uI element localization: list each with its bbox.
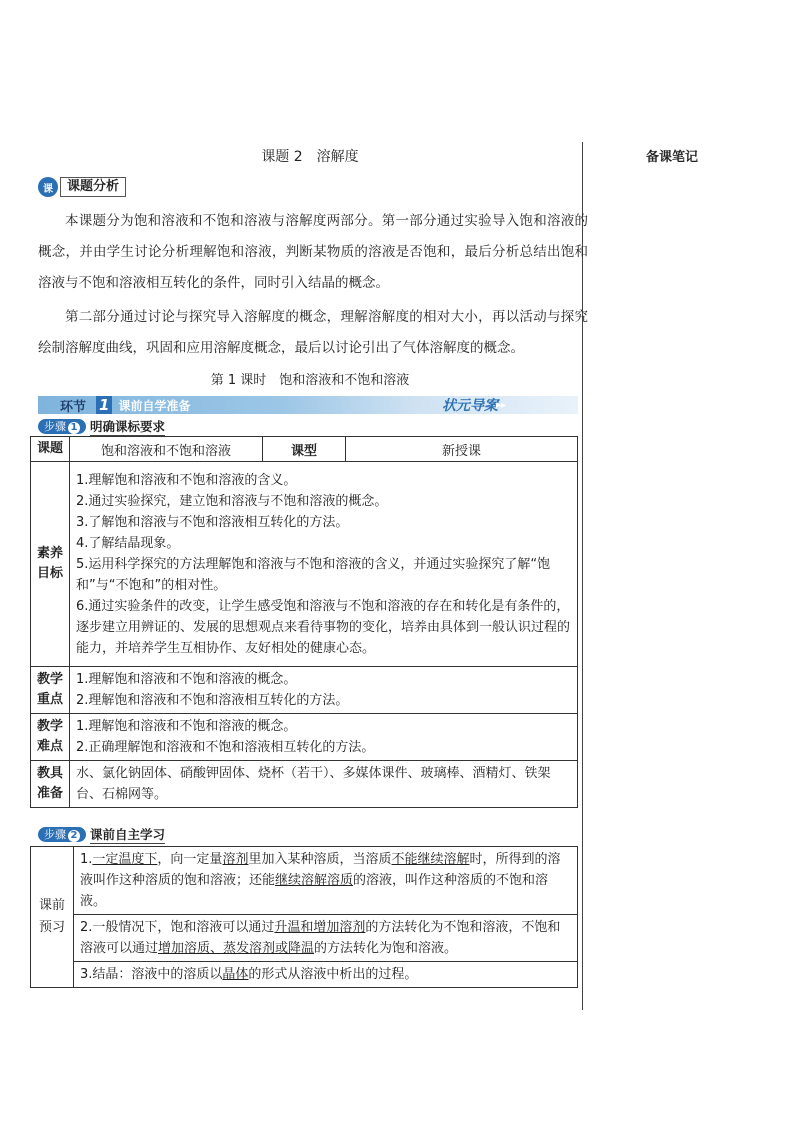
goal-item: 4.了解结晶现象。	[76, 535, 180, 551]
paragraph-1: 本课题分为饱和溶液和不饱和溶液与溶解度两部分。第一部分通过实验导入饱和溶液的概念，并由学生讨论分析理解饱和溶液，判断某物质的溶液是否饱和，最后分析总结出饱和溶液与不饱和溶液相互转化的条件，同时引入结晶的概念。	[38, 213, 588, 291]
lesson-icon: 课	[38, 177, 58, 197]
page-title: 课题 2 溶解度	[261, 149, 359, 165]
step-pill: 步骤 2	[38, 827, 86, 842]
preview-item-1: 1.一定温度下，向一定量溶剂里加入某种溶质，当溶质不能继续溶解时，所得到的溶液叫作这种溶质的饱和溶液；还能继续溶解溶质的溶液，叫作这种溶质的不饱和溶液。	[74, 847, 578, 915]
goal-item: 5.运用科学探究的方法理解饱和溶液与不饱和溶液的含义，并通过实验探究了解“饱和”与“不饱和”的相对性。	[76, 556, 551, 593]
difficulties-label: 教学难点	[31, 714, 70, 761]
section-tag	[38, 177, 126, 197]
stage-banner	[38, 396, 578, 414]
difficulties-cell	[70, 714, 578, 761]
preview-label: 课前预习	[31, 847, 74, 988]
step-label: 明确课标要求	[90, 418, 166, 434]
section-label: 课题分析	[60, 177, 126, 197]
goal-item: 2.通过实验探究，建立饱和溶液与不饱和溶液的概念。	[76, 493, 388, 509]
topic-value: 饱和溶液和不饱和溶液	[70, 437, 263, 462]
standards-table	[30, 436, 578, 808]
step-1-header	[38, 418, 165, 434]
goal-item: 3.了解饱和溶液与不饱和溶液相互转化的方法。	[76, 514, 349, 530]
preview-table	[30, 846, 578, 988]
step-2-header	[38, 826, 165, 842]
key-point-item: 1.理解饱和溶液和不饱和溶液的概念。	[76, 672, 297, 687]
type-header: 课型	[263, 437, 346, 462]
topic-header: 课题	[31, 437, 70, 462]
difficulty-item: 1.理解饱和溶液和不饱和溶液的概念。	[76, 719, 297, 734]
tools-cell: 水、氯化钠固体、硝酸钾固体、烧杯（若干）、多媒体课件、玻璃棒、酒精灯、铁架台、石棉网等。	[70, 761, 578, 808]
banner-stage-number: 1	[96, 396, 112, 414]
goal-item: 1.理解饱和溶液和不饱和溶液的含义。	[76, 472, 297, 488]
goal-item: 6.通过实验条件的改变，让学生感受饱和溶液与不饱和溶液的存在和转化是有条件的，逐步建立用辨证的、发展的思想观点来看待事物的变化，培养由具体到一般认识过程的能力，并培养学生互相协作、友好相处的健康心态。	[76, 598, 571, 656]
goals-cell	[70, 462, 578, 667]
step-pill: 步骤 1	[38, 419, 86, 434]
banner-label: 课前自学准备	[118, 398, 191, 413]
preview-item-3: 3.结晶：溶液中的溶质以晶体的形式从溶液中析出的过程。	[74, 962, 578, 988]
type-value: 新授课	[346, 437, 578, 462]
banner-brand: 状元导案	[442, 398, 498, 414]
difficulty-item: 2.正确理解饱和溶液和不饱和溶液相互转化的方法。	[76, 740, 375, 755]
double-arrow-icon: ▸▸	[495, 399, 506, 411]
banner-stage-label: 环节	[60, 399, 87, 415]
lesson-title: 第 1 课时 饱和溶液和不饱和溶液	[210, 373, 410, 388]
goals-label: 素养目标	[31, 462, 70, 667]
paragraph-2: 第二部分通过讨论与探究导入溶解度的概念，理解溶解度的相对大小，再以活动与探究绘制溶解度曲线，巩固和应用溶解度概念，最后以讨论引出了气体溶解度的概念。	[38, 309, 588, 356]
preview-item-2: 2.一般情况下，饱和溶液可以通过升温和增加溶剂的方法转化为不饱和溶液，不饱和溶液可以通过增加溶质、蒸发溶剂或降温的方法转化为饱和溶液。	[74, 915, 578, 962]
tools-label: 教具准备	[31, 761, 70, 808]
key-points-cell	[70, 667, 578, 714]
key-point-item: 2.理解饱和溶液和不饱和溶液相互转化的方法。	[76, 693, 349, 708]
step-label: 课前自主学习	[90, 826, 166, 842]
notes-column-title: 备课笔记	[645, 150, 698, 165]
key-points-label: 教学重点	[31, 667, 70, 714]
